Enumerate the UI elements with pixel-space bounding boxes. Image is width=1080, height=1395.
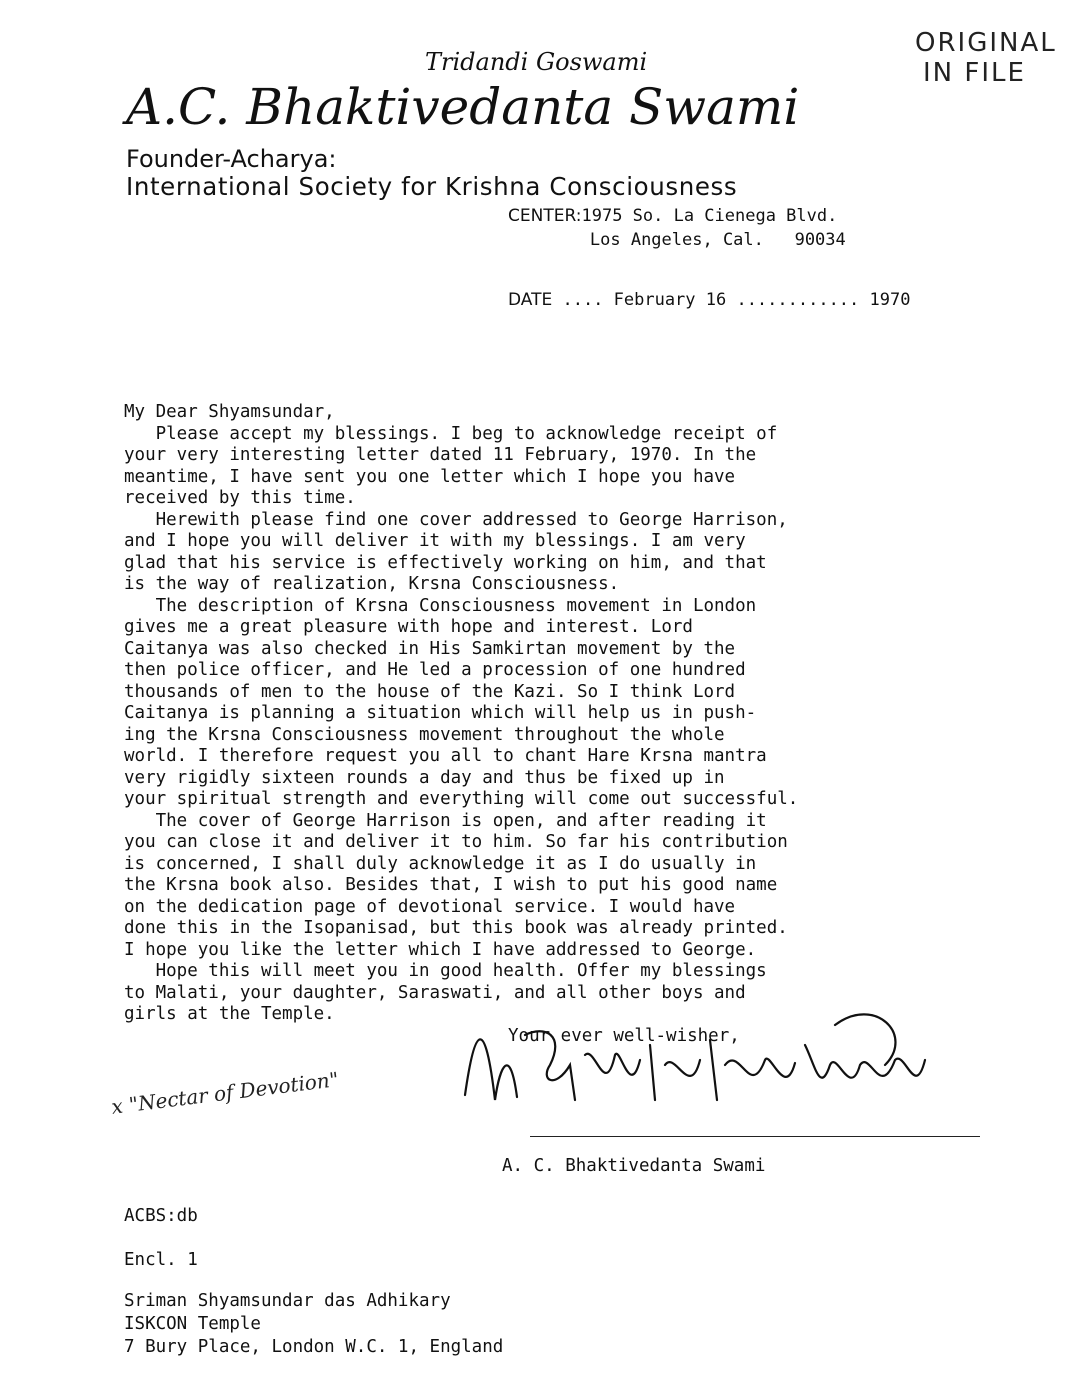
recipient-address: Sriman Shyamsundar das Adhikary ISKCON Temple 7 Bury Place, London W.C. 1, England (124, 1291, 504, 1357)
letterhead-center-address (508, 204, 846, 252)
letterhead-founder: Founder-Acharya: (126, 145, 337, 173)
letterhead-title: A.C. Bhaktivedanta Swami (126, 78, 800, 136)
letterhead-society: International Society for Krishna Consciousness (126, 172, 738, 201)
letter-body: My Dear Shyamsundar, Please accept my blessings. I beg to acknowledge receipt of your very interesting letter dated 11 February, 1970. In the meantime, I have sent you one letter which I hope you have received by this time. Herewith please find one cover addressed to George Harrison, and I hope you will deliver it with my blessings. I am very glad that his service is effectively working on him, and that is the way of realization, Krsna Consciousness. The description of Krsna Consciousness movement in London gives me a great pleasure with hope and interest. Lord Caitanya was also checked in His Samkirtan movement by the then police officer, and He led a procession of one hundred thousands of men to the house of the Kazi. So I think Lord Caitanya is planning a situation which will help us in push- ing the Krsna Consciousness movement throughout the whole world. I therefore request you all to chant Hare Krsna mantra very rigidly sixteen rounds a day and thus be fixed up in your spiritual strength and everything will come out successful. The cover of George Harrison is open, and after reading it you can close it and deliver it to him. So far his contribution is concerned, I shall duly acknowledge it as I do usually in the Krsna book also. Besides that, I wish to put his good name on the dedication page of devotional service. I would have done this in the Isopanisad, but this book was already printed. I hope you like the letter which I have addressed to George. Hope this will meet you in good health. Offer my blessings to Malati, your daughter, Saraswati, and all other boys and girls at the Temple. (124, 402, 799, 1024)
enclosure-note: Encl. 1 (124, 1250, 198, 1270)
letter-date (508, 290, 910, 310)
center-label: CENTER: (508, 206, 582, 226)
stamp-line-2: IN FILE (923, 58, 1026, 88)
letter-closing: Your ever well-wisher, (508, 1026, 740, 1046)
center-line-1: 1975 So. La Cienega Blvd. (581, 206, 838, 226)
handwritten-note: x "Nectar of Devotion" (110, 1067, 341, 1119)
typed-signature-name: A. C. Bhaktivedanta Swami (502, 1156, 766, 1176)
date-label: DATE (508, 290, 553, 310)
date-value: .... February 16 ............ 1970 (552, 290, 911, 310)
letterhead-subtitle: Tridandi Goswami (425, 48, 648, 76)
signature-line (530, 1136, 980, 1137)
original-in-file-stamp (915, 28, 1057, 88)
reference-initials: ACBS:db (124, 1206, 198, 1226)
stamp-line-1: ORIGINAL (915, 28, 1057, 58)
center-line-2: Los Angeles, Cal. 90034 (589, 230, 846, 250)
handwritten-signature (455, 1005, 955, 1125)
